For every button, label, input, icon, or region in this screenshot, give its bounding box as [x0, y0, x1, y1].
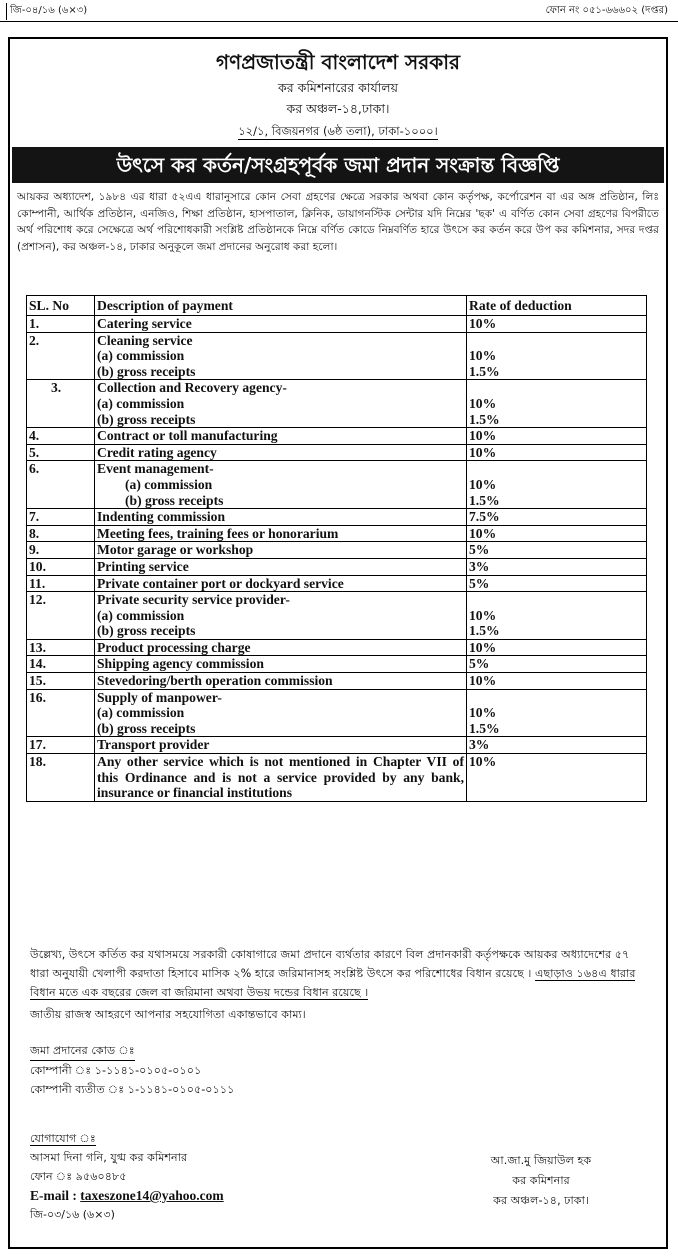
description-line: Motor garage or workshop — [97, 542, 254, 558]
rate-line — [469, 592, 644, 608]
table-row — [27, 461, 647, 509]
company-code: কোম্পানী ঃ ১-১১৪১-০১০৫-০১০১ — [30, 1064, 202, 1077]
rate-line — [469, 690, 644, 706]
email-label: E-mail : — [30, 1188, 81, 1203]
description-line: Meeting fees, training fees or honorarium — [97, 525, 339, 541]
table-row — [27, 737, 647, 754]
row-rate — [467, 380, 647, 428]
top-left-code: জি-০৪/১৬ (৬×৩) — [6, 3, 87, 20]
rate-line: 10% — [469, 444, 497, 460]
govt-title: গণপ্রজাতন্ত্রী বাংলাদেশ সরকার — [216, 50, 460, 74]
rate-line: 10% — [469, 428, 497, 444]
row-rate — [467, 542, 647, 559]
rate-line: 1.5% — [469, 623, 500, 639]
row-rate — [467, 558, 647, 575]
description-line: Private container port or dockyard service — [97, 575, 344, 591]
row-rate — [467, 689, 647, 737]
top-divider — [0, 21, 678, 22]
penalty-text: উল্লেখ্য, উৎসে কর্তিত কর যথাসময়ে সরকারী কোষাগারে জমা প্রদানে ব্যর্থতার কারণে বিল প্রদানকারী কর্তৃপক্ষকে আয়কর অধ্যাদেশের ৫৭ ধারা অনুযায়ী খেলাপী করদাতা হিসাবে মাসিক ২% হারে জরিমানাসহ সংশ্লিষ্ট উৎসে কর পরিশোধের বিধান রয়েছে । — [30, 948, 630, 980]
signatory-block — [446, 1151, 636, 1211]
row-description — [95, 380, 467, 428]
row-sl: 6. — [27, 461, 95, 509]
contact-label: যোগাযোগ ঃ — [30, 1132, 96, 1145]
description-line: (b) gross receipts — [125, 492, 224, 508]
table-row — [27, 380, 647, 428]
table-row — [27, 639, 647, 656]
signer-office: কর অঞ্চল-১৪, ঢাকা। — [493, 1194, 589, 1207]
table-row — [27, 542, 647, 559]
office-address-text: ১২/১, বিজয়নগর (৬ষ্ঠ তলা), ঢাকা-১০০০। — [238, 124, 438, 138]
office-address — [10, 123, 666, 142]
cooperation-note: জাতীয় রাজস্ব আহরণে আপনার সহযোগিতা একান্তভাবে কাম্য। — [30, 1008, 306, 1021]
signer-name: আ.জা.মু জিয়াউল হক — [490, 1154, 592, 1167]
description-line: Stevedoring/berth operation commission — [97, 673, 333, 689]
rate-line: 1.5% — [469, 363, 500, 379]
penalty-underlined-text: এছাড়াও ১৬৪এ ধারার বিধান মতে এক বছরের জেল বা জরিমানা অথবা উভয় দন্ডের বিধান রয়েছে । — [30, 967, 636, 999]
row-description — [95, 592, 467, 640]
row-rate — [467, 428, 647, 445]
rate-line: 1.5% — [469, 720, 500, 736]
rate-line: 10% — [469, 476, 497, 492]
description-line: (a) commission — [97, 607, 185, 623]
description-line: Any other service which is not mentioned in Chapter VII of this Ordinance and is not a service provided by any bank, insurance or financial institutions — [97, 754, 464, 801]
rates-table — [26, 295, 647, 802]
description-line: Transport provider — [97, 737, 210, 753]
row-description — [95, 575, 467, 592]
description-line: (b) gross receipts — [97, 363, 196, 379]
description-line: Private security service provider- — [97, 592, 290, 608]
row-description — [95, 461, 467, 509]
row-description — [95, 639, 467, 656]
row-rate — [467, 316, 647, 333]
description-line: Indenting commission — [97, 509, 226, 525]
rate-line: 10% — [469, 639, 497, 655]
rate-line — [469, 461, 644, 477]
table-header-row — [27, 296, 647, 316]
row-description — [95, 428, 467, 445]
header-description: Description of payment — [95, 296, 467, 316]
row-description — [95, 332, 467, 380]
row-sl: 14. — [27, 656, 95, 673]
row-sl: 4. — [27, 428, 95, 445]
rate-line: 3% — [469, 737, 490, 753]
rate-line: 1.5% — [469, 492, 500, 508]
description-line: Supply of manpower- — [97, 689, 222, 705]
description-line: Contract or toll manufacturing — [97, 428, 278, 444]
description-line: Product processing charge — [97, 639, 251, 655]
row-rate — [467, 332, 647, 380]
row-rate — [467, 575, 647, 592]
rate-line: 5% — [469, 575, 490, 591]
row-description — [95, 737, 467, 754]
row-rate — [467, 592, 647, 640]
table-row — [27, 673, 647, 690]
office-name: কর কমিশনারের কার্যালয় — [278, 80, 398, 95]
header-sl: SL. No — [27, 296, 95, 316]
notice-frame — [8, 37, 668, 1249]
description-line: (a) commission — [125, 476, 213, 492]
table-row — [27, 428, 647, 445]
row-sl: 17. — [27, 737, 95, 754]
description-line: (a) commission — [97, 705, 185, 721]
row-rate — [467, 444, 647, 461]
row-description — [95, 444, 467, 461]
description-line: Printing service — [97, 558, 189, 574]
row-sl: 1. — [27, 316, 95, 333]
penalty-note — [30, 945, 650, 1002]
row-sl: 8. — [27, 525, 95, 542]
description-line: Catering service — [97, 316, 192, 331]
codes-label: জমা প্রদানের কোড ঃ — [30, 1041, 135, 1061]
row-description — [95, 673, 467, 690]
row-sl: 9. — [27, 542, 95, 559]
row-rate — [467, 673, 647, 690]
notice-banner: উৎসে কর কর্তন/সংগ্রহপূর্বক জমা প্রদান সংক্রান্ত বিজ্ঞপ্তি — [12, 147, 664, 183]
rate-line: 3% — [469, 558, 490, 574]
zone-name: কর অঞ্চল-১৪,ঢাকা। — [286, 101, 390, 116]
row-description — [95, 754, 467, 802]
rate-line: 5% — [469, 656, 490, 672]
table-row — [27, 754, 647, 802]
row-sl: 10. — [27, 558, 95, 575]
description-line: Event management- — [97, 461, 214, 477]
row-sl: 15. — [27, 673, 95, 690]
table-row — [27, 332, 647, 380]
table-row — [27, 689, 647, 737]
contact-phone: ফোন ঃ ৯৫৬০৪৮৫ — [30, 1170, 127, 1183]
top-right-phone: ফোন নং ০৫১-৬৬৬০২ (দপ্তর) — [545, 5, 668, 16]
rate-line: 10% — [469, 525, 497, 541]
table-row — [27, 575, 647, 592]
row-description — [95, 689, 467, 737]
non-company-code: কোম্পানী ব্যতীত ঃ ১-১১৪১-০১০৫-০১১১ — [30, 1083, 235, 1096]
table-row — [27, 509, 647, 526]
row-sl: 2. — [27, 332, 95, 380]
description-line: (b) gross receipts — [97, 623, 196, 639]
description-line: Shipping agency commission — [97, 656, 264, 672]
description-line: Credit rating agency — [97, 444, 217, 460]
rate-line: 10% — [469, 607, 497, 623]
table-row — [27, 656, 647, 673]
row-sl: 12. — [27, 592, 95, 640]
row-sl: 5. — [27, 444, 95, 461]
row-description — [95, 542, 467, 559]
rate-line: 1.5% — [469, 411, 500, 427]
bottom-code: জি-০৩/১৬ (৬×৩) — [30, 1208, 115, 1221]
table-row — [27, 444, 647, 461]
row-sl: 18. — [27, 754, 95, 802]
row-sl: 11. — [27, 575, 95, 592]
row-rate — [467, 461, 647, 509]
row-rate — [467, 525, 647, 542]
description-line: (b) gross receipts — [97, 411, 196, 427]
signer-title: কর কমিশনার — [512, 1174, 570, 1187]
row-rate — [467, 639, 647, 656]
row-sl: 16. — [27, 689, 95, 737]
deposit-codes — [30, 1041, 650, 1099]
contact-name: আসমা দিনা গনি, যুগ্ম কর কমিশনার — [30, 1151, 188, 1164]
row-description — [95, 558, 467, 575]
rate-line: 7.5% — [469, 509, 500, 525]
rate-line: 10% — [469, 395, 497, 411]
table-row — [27, 316, 647, 333]
rate-line: 5% — [469, 542, 490, 558]
row-description — [95, 656, 467, 673]
rate-line: 10% — [469, 754, 497, 770]
description-line: Collection and Recovery agency- — [97, 380, 287, 396]
rate-line: 10% — [469, 673, 497, 689]
rate-line: 10% — [469, 348, 497, 364]
rate-line — [469, 380, 644, 396]
description-line: Cleaning service — [97, 332, 193, 348]
intro-paragraph: আয়কর অধ্যাদেশ, ১৯৮৪ এর ধারা ৫২এএ ধারানুসারে কোন সেবা গ্রহণের ক্ষেত্রে সরকার অথবা কোন কর্তৃপক্ষ, কর্পোরেশন বা এর অঙ্গ প্রতিষ্ঠান, লিঃ কোম্পানী, আর্থিক প্রতিষ্ঠান, এনজিও, শিক্ষা প্রতিষ্ঠান, হাসপাতাল, ক্লিনিক, ডায়াগনস্টিক সেন্টার যদি নিম্নের 'ছক' এ বর্ণিত কোন সেবা গ্রহণের বিপরীতে অর্থ পরিশোধ করে সেক্ষেত্রে অর্থ পরিশোধকারী সংশ্লিষ্ট প্রতিষ্ঠানকে নিম্নে বর্ণিত কোডে নিম্নবর্ণিত হারে উৎসে কর কর্তন করে উপ কর কমিশনার, সদর দপ্তর (প্রশাসন), কর অঞ্চল-১৪, ঢাকার অনুকূলে জমা প্রদানের অনুরোধ করা হলো। — [17, 191, 659, 253]
table-row — [27, 525, 647, 542]
rate-line: 10% — [469, 705, 497, 721]
table-row — [27, 558, 647, 575]
row-rate — [467, 656, 647, 673]
rate-line: 10% — [469, 316, 497, 331]
table-body — [27, 316, 647, 802]
row-description — [95, 316, 467, 333]
description-line: (a) commission — [97, 348, 185, 364]
row-rate — [467, 509, 647, 526]
row-sl: 3. — [27, 380, 95, 428]
row-description — [95, 509, 467, 526]
row-rate — [467, 754, 647, 802]
row-description — [95, 525, 467, 542]
header-rate: Rate of deduction — [467, 296, 647, 316]
email-link[interactable]: taxeszone14@yahoo.com — [80, 1188, 224, 1203]
description-line: (a) commission — [97, 395, 185, 411]
table-row — [27, 592, 647, 640]
row-rate — [467, 737, 647, 754]
description-line: (b) gross receipts — [97, 720, 196, 736]
rate-line — [469, 333, 644, 349]
top-strip — [0, 0, 678, 24]
row-sl: 13. — [27, 639, 95, 656]
row-sl: 7. — [27, 509, 95, 526]
